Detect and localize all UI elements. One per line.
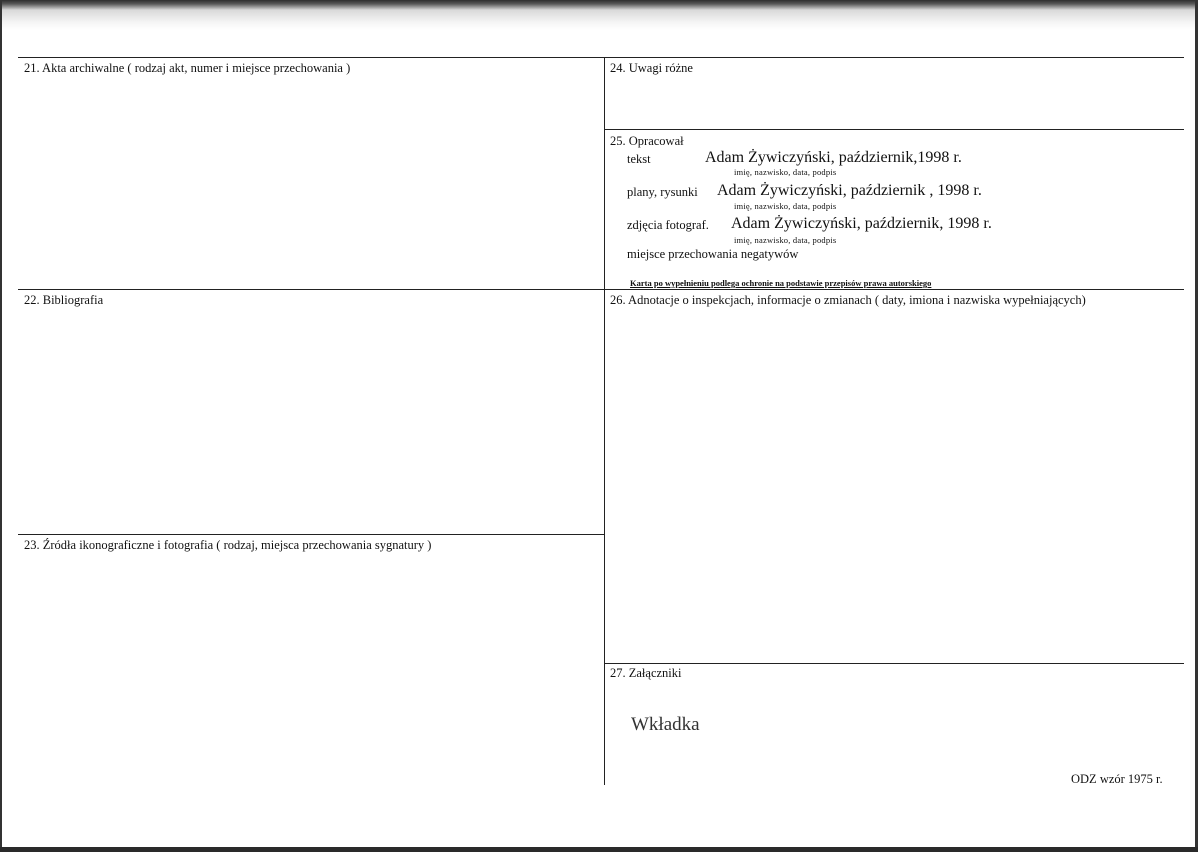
section-26-label: 26. Adnotacje o inspekcjach, informacje o zmianach ( daty, imiona i nazwiska wypełniających) xyxy=(610,293,1086,307)
section-23-label: 23. Źródła ikonograficzne i fotografia ( rodzaj, miejsca przechowania sygnatury ) xyxy=(24,538,432,552)
section-27-label: 27. Załączniki xyxy=(610,666,682,680)
scan-edge-bottom xyxy=(0,847,1198,852)
text-author-label: tekst xyxy=(627,152,651,166)
section-21-label: 21. Akta archiwalne ( rodzaj akt, numer i miejsce przechowania ) xyxy=(24,61,351,75)
plans-author-value: Adam Żywiczyński, październik , 1998 r. xyxy=(717,182,982,199)
signature-hint-2: imię, nazwisko, data, podpis xyxy=(734,201,837,211)
rule-21-22 xyxy=(18,289,1184,290)
photos-author-value: Adam Żywiczyński, październik, 1998 r. xyxy=(731,215,992,232)
rule-22-23 xyxy=(18,534,604,535)
signature-hint-1: imię, nazwisko, data, podpis xyxy=(734,167,837,177)
section-25-label: 25. Opracował xyxy=(610,134,684,148)
attachment-value: Wkładka xyxy=(631,714,700,735)
signature-hint-3: imię, nazwisko, data, podpis xyxy=(734,235,837,245)
copyright-notice: Karta po wypełnieniu podlega ochronie na podstawie przepisów prawa autorskiego xyxy=(630,278,932,288)
scan-edge-left xyxy=(0,0,2,852)
scan-edge-top xyxy=(0,0,1198,30)
text-author-value: Adam Żywiczyński, październik,1998 r. xyxy=(705,149,962,166)
negatives-location-label: miejsce przechowania negatywów xyxy=(627,247,799,261)
form-id: ODZ wzór 1975 r. xyxy=(1071,772,1163,786)
section-24-label: 24. Uwagi różne xyxy=(610,61,693,75)
top-rule xyxy=(18,57,1184,58)
photos-author-label: zdjęcia fotograf. xyxy=(627,218,709,232)
rule-24-25 xyxy=(604,129,1184,130)
rule-26-27 xyxy=(604,663,1184,664)
plans-author-label: plany, rysunki xyxy=(627,185,698,199)
section-22-label: 22. Bibliografia xyxy=(24,293,104,307)
column-divider xyxy=(604,57,605,785)
